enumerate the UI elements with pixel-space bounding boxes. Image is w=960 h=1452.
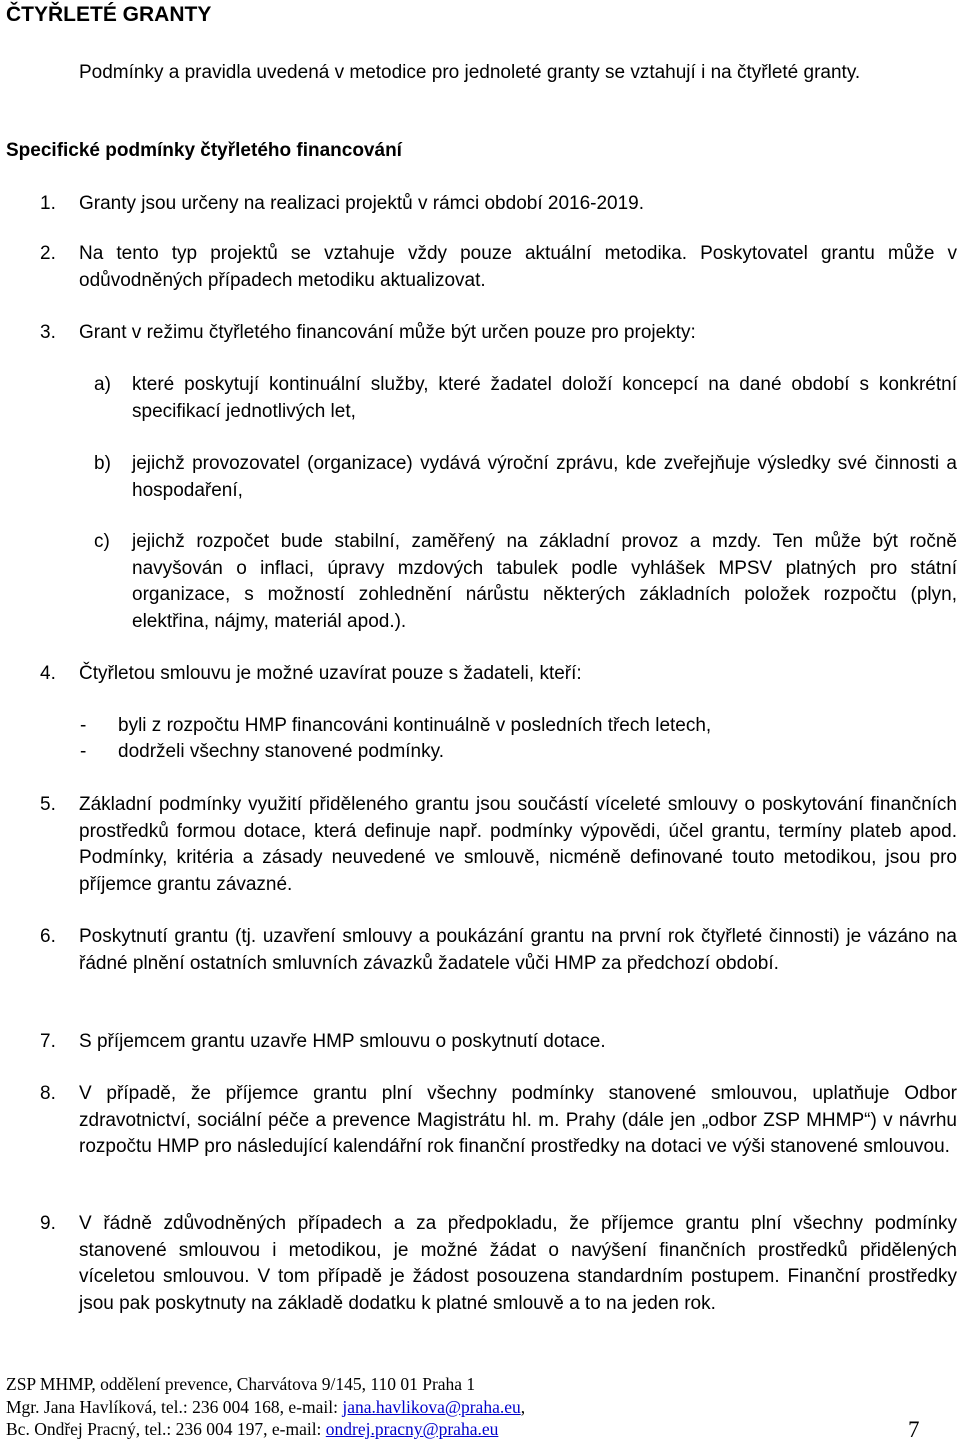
item-text: Základní podmínky využití přiděleného grantu jsou součástí víceleté smlouvy o poskytování finančních prostředků formou dotace, která definuje např. podmínky výpovědi, účel grantu, termíny plateb apod. Podmínky, kritéria a zásady neuvedené ve smlouvě, nicméně definované touto metodikou, jsou pro příjemce grantu závazné. <box>79 794 957 895</box>
list-item <box>40 792 957 898</box>
footer-contact-2: Bc. Ondřej Pracný, tel.: 236 004 197, e-mail: ondrej.pracny@praha.eu <box>6 1419 499 1439</box>
item-number: 9. <box>40 1213 56 1234</box>
list-item <box>40 1029 957 1056</box>
intro-text: Podmínky a pravidla uvedená v metodice pro jednoleté granty se vztahují i na čtyřleté granty. <box>79 62 861 83</box>
item-text: Poskytnutí grantu (tj. uzavření smlouvy a poukázání grantu na první rok čtyřleté činnosti) je vázáno na řádné plnění ostatních smluvních závazků žadatele vůči HMP za předchozí období. <box>79 926 957 974</box>
dash-text: dodrželi všechny stanovené podmínky. <box>118 741 444 762</box>
list-item <box>40 1211 957 1317</box>
footer-address: ZSP MHMP, oddělení prevence, Charvátova 9/145, 110 01 Praha 1 <box>6 1374 476 1394</box>
sub-item-text: jejichž rozpočet bude stabilní, zaměřený na základní provoz a mzdy. Ten může být ročně navyšován o inflaci, úpravy mzdových tabulek podle vyhlášek MPSV platných pro státní organizace, s možností zohlednění nárůstu některých základních položek rozpočtu (plyn, elektřina, nájmy, materiál apod.). <box>132 531 957 632</box>
item-text: Grant v režimu čtyřletého financování může být určen pouze pro projekty: <box>79 322 696 343</box>
item-number: 4. <box>40 663 56 684</box>
sub-item-label: c) <box>94 531 110 552</box>
dash-item <box>80 739 957 766</box>
sub-item-text: které poskytují kontinuální služby, které žadatel doloží koncepcí na dané období s konkrétní specifikací jednotlivých let, <box>132 374 957 422</box>
dash-item <box>80 713 957 740</box>
sub-item <box>94 529 957 635</box>
sub-item-text: jejichž provozovatel (organizace) vydává výroční zprávu, kde zveřejňuje výsledky své činnosti a hospodaření, <box>132 453 957 501</box>
sub-item-label: b) <box>94 453 111 474</box>
page-title: ČTYŘLETÉ GRANTY <box>6 3 212 26</box>
item-text: V řádně zdůvodněných případech a za předpokladu, že příjemce grantu plní všechny podmínky stanovené smlouvou i metodikou, je možné žádat o navýšení finančních prostředků přidělených víceletou smlouvou. V tom případě je žádost posouzena standardním postupem. Finanční prostředky jsou pak poskytnuty na základě dodatku k platné smlouvě a to na jeden rok. <box>79 1213 957 1314</box>
email-link-havlikova[interactable]: jana.havlikova@praha.eu <box>342 1396 521 1417</box>
sub-item <box>94 372 957 425</box>
item-text: S příjemcem grantu uzavře HMP smlouvu o poskytnutí dotace. <box>79 1031 606 1052</box>
item-number: 2. <box>40 243 56 264</box>
list-item <box>40 191 957 218</box>
item-number: 5. <box>40 794 56 815</box>
list-item <box>40 320 957 347</box>
footer-contact-1: Mgr. Jana Havlíková, tel.: 236 004 168, e-mail: jana.havlikova@praha.eu, <box>6 1396 526 1417</box>
list-item <box>40 924 957 977</box>
item-number: 3. <box>40 322 56 343</box>
item-text: Granty jsou určeny na realizaci projektů v rámci období 2016-2019. <box>79 193 645 214</box>
dash-label: - <box>80 715 87 736</box>
item-number: 1. <box>40 193 56 214</box>
item-text: V případě, že příjemce grantu plní všechny podmínky stanovené smlouvou, uplatňuje Odbor zdravotnictví, sociální péče a prevence Magistrátu hl. m. Prahy (dále jen „odbor ZSP MHMP“) v návrhu rozpočtu HMP pro následující kalendářní rok finanční prostředky na dotaci ve výši stanovené smlouvou. <box>79 1083 957 1157</box>
footer <box>6 1373 525 1441</box>
email-link-pracny[interactable]: ondrej.pracny@praha.eu <box>325 1419 499 1439</box>
sub-item <box>94 451 957 504</box>
item-text: Čtyřletou smlouvu je možné uzavírat pouze s žadateli, kteří: <box>79 663 582 684</box>
page-number: 7 <box>908 1417 920 1442</box>
intro-paragraph <box>79 60 957 87</box>
dash-text: byli z rozpočtu HMP financováni kontinuálně v posledních třech letech, <box>118 715 712 736</box>
item-number: 6. <box>40 926 56 947</box>
sub-item-label: a) <box>94 374 111 395</box>
item-text: Na tento typ projektů se vztahuje vždy pouze aktuální metodika. Poskytovatel grantu může v odůvodněných případech metodiku aktualizovat. <box>79 243 957 291</box>
list-item <box>40 241 957 294</box>
section-heading: Specifické podmínky čtyřletého financování <box>6 140 402 161</box>
item-number: 8. <box>40 1083 56 1104</box>
list-item <box>40 1081 957 1161</box>
list-item <box>40 661 957 688</box>
item-number: 7. <box>40 1031 56 1052</box>
dash-label: - <box>80 741 87 762</box>
